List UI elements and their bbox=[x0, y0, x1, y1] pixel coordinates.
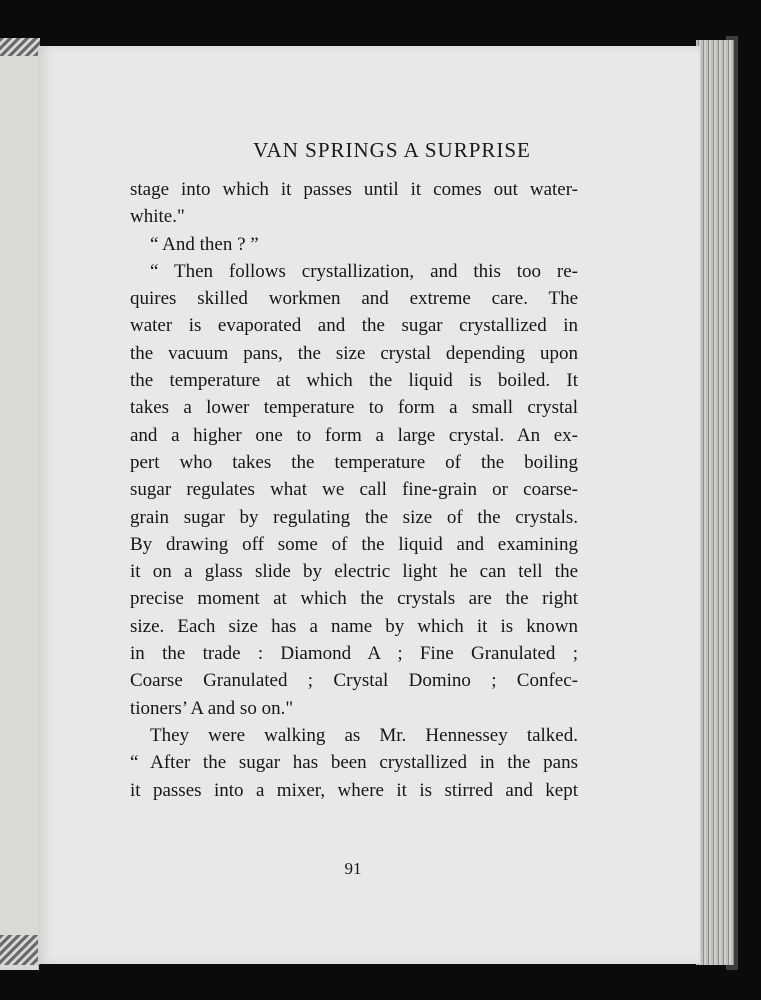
text-line: quires skilled workmen and extreme care. The bbox=[130, 288, 578, 310]
binding-stitch-top bbox=[0, 38, 40, 56]
text-line: precise moment at which the crystals are the right bbox=[130, 588, 578, 610]
text-line: and a higher one to form a large crystal. An ex- bbox=[130, 424, 578, 446]
text-line: “ After the sugar has been crystallized in the pans bbox=[130, 752, 578, 774]
text-line: takes a lower temperature to form a small crystal bbox=[130, 397, 578, 419]
book-page bbox=[38, 46, 700, 964]
text-line: white." bbox=[130, 206, 185, 228]
text-line: “ Then follows crystallization, and this too re- bbox=[150, 260, 578, 282]
text-line: They were walking as Mr. Hennessey talked. bbox=[150, 724, 578, 746]
text-line: pert who takes the temperature of the boiling bbox=[130, 451, 578, 473]
text-line: “ And then ? ” bbox=[150, 233, 259, 255]
binding-stitch-bottom bbox=[0, 935, 40, 965]
page-number: 91 bbox=[344, 859, 362, 878]
text-line: it passes into a mixer, where it is stirred and kept bbox=[130, 779, 578, 801]
facing-page-edge bbox=[0, 40, 39, 970]
text-line: the vacuum pans, the size crystal depending upon bbox=[130, 342, 578, 364]
text-line: grain sugar by regulating the size of the crystals. bbox=[130, 506, 578, 528]
text-line: tioners’ A and so on." bbox=[130, 697, 294, 719]
text-line: stage into which it passes until it comes out water- bbox=[130, 179, 578, 200]
text-line: water is evaporated and the sugar crystallized in bbox=[130, 315, 578, 337]
running-head: VAN SPRINGS A SURPRISE bbox=[253, 138, 531, 162]
text-line: Coarse Granulated ; Crystal Domino ; Confec- bbox=[130, 670, 578, 692]
text-line: the temperature at which the liquid is boiled. It bbox=[130, 370, 578, 392]
text-line: it on a glass slide by electric light he can tell the bbox=[130, 561, 578, 583]
page-block-edge bbox=[696, 40, 734, 965]
text-line: size. Each size has a name by which it is known bbox=[130, 615, 578, 637]
text-line: By drawing off some of the liquid and examining bbox=[130, 533, 578, 555]
text-line: sugar regulates what we call fine-grain or coarse- bbox=[130, 479, 578, 501]
page-body bbox=[130, 176, 578, 804]
text-line: in the trade : Diamond A ; Fine Granulated ; bbox=[130, 643, 578, 665]
